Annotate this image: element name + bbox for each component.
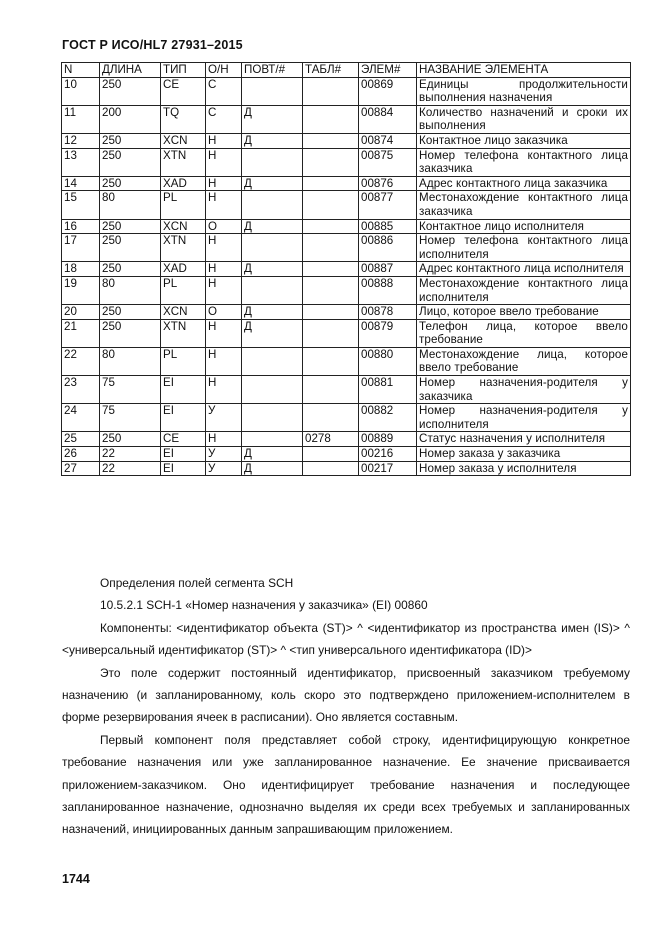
table-cell: Контактное лицо исполнителя xyxy=(417,219,631,234)
table-cell: 20 xyxy=(62,305,100,320)
table-cell xyxy=(303,319,359,347)
table-cell xyxy=(303,105,359,133)
table-cell: Местонахождение контактного лица заказчика xyxy=(417,191,631,219)
table-row xyxy=(62,77,631,105)
table-cell: Н xyxy=(206,319,242,347)
table-cell: CE xyxy=(161,77,206,105)
table-cell: 250 xyxy=(100,305,161,320)
column-header: ТИП xyxy=(161,63,206,78)
table-cell: 16 xyxy=(62,219,100,234)
page-number: 1744 xyxy=(62,872,90,886)
table-cell: 10 xyxy=(62,77,100,105)
table-cell: 00880 xyxy=(359,347,417,375)
table-cell: 24 xyxy=(62,404,100,432)
table-cell: 00874 xyxy=(359,133,417,148)
column-header: ПОВТ/# xyxy=(242,63,303,78)
table-cell: О xyxy=(206,305,242,320)
components-paragraph: Компоненты: <идентификатор объекта (ST)> ^ <идентификатор из пространства имен (IS)> ^ <универсальный идентификатор (ST)> ^ <тип универсального идентификатора (ID)> xyxy=(62,620,630,658)
table-cell: С xyxy=(206,105,242,133)
table-cell: Н xyxy=(206,276,242,304)
table-cell xyxy=(303,305,359,320)
document-header: ГОСТ Р ИСО/HL7 27931–2015 xyxy=(62,38,243,52)
table-row xyxy=(62,133,631,148)
table-cell: Д xyxy=(242,133,303,148)
table-cell: Н xyxy=(206,176,242,191)
table-cell: 11 xyxy=(62,105,100,133)
table-cell: XTN xyxy=(161,148,206,176)
table-cell: 00879 xyxy=(359,319,417,347)
table-cell: TQ xyxy=(161,105,206,133)
table-row xyxy=(62,234,631,262)
table-cell: 00887 xyxy=(359,262,417,277)
table-cell: XAD xyxy=(161,176,206,191)
table-cell: Н xyxy=(206,148,242,176)
table-cell: 80 xyxy=(100,276,161,304)
table-cell: EI xyxy=(161,404,206,432)
table-cell: Номер телефона контактного лица исполнителя xyxy=(417,234,631,262)
table-cell xyxy=(303,347,359,375)
table-cell: 75 xyxy=(100,404,161,432)
table-cell: Местонахождение лица, которое ввело требование xyxy=(417,347,631,375)
table-cell: 00882 xyxy=(359,404,417,432)
table-row xyxy=(62,319,631,347)
table-cell: 75 xyxy=(100,376,161,404)
table-cell: 250 xyxy=(100,234,161,262)
table-cell: 0278 xyxy=(303,432,359,447)
column-header: ДЛИНА xyxy=(100,63,161,78)
table-cell: 18 xyxy=(62,262,100,277)
table-row xyxy=(62,404,631,432)
table-cell: 250 xyxy=(100,77,161,105)
table-row xyxy=(62,148,631,176)
table-cell: 200 xyxy=(100,105,161,133)
table-cell: У xyxy=(206,461,242,476)
table-cell xyxy=(242,347,303,375)
table-cell xyxy=(303,133,359,148)
table-cell: Н xyxy=(206,262,242,277)
table-cell: 23 xyxy=(62,376,100,404)
table-cell: 00886 xyxy=(359,234,417,262)
column-header: ЭЛЕМ# xyxy=(359,63,417,78)
table-row xyxy=(62,347,631,375)
table-row xyxy=(62,105,631,133)
table-cell: EI xyxy=(161,376,206,404)
table-row xyxy=(62,432,631,447)
table-row xyxy=(62,376,631,404)
table-cell xyxy=(242,191,303,219)
table-row xyxy=(62,191,631,219)
table-cell: Статус назначения у исполнителя xyxy=(417,432,631,447)
section-title: Определения полей сегмента SCH xyxy=(100,576,294,590)
table-cell: Д xyxy=(242,319,303,347)
table-cell: Д xyxy=(242,219,303,234)
table-cell: 00888 xyxy=(359,276,417,304)
table-cell: 00885 xyxy=(359,219,417,234)
table-cell: 00217 xyxy=(359,461,417,476)
table-cell xyxy=(303,404,359,432)
table-cell: Местонахождение контактного лица исполнителя xyxy=(417,276,631,304)
table-cell xyxy=(242,234,303,262)
table-cell: С xyxy=(206,77,242,105)
table-cell xyxy=(303,176,359,191)
table-cell: EI xyxy=(161,461,206,476)
table-cell: 80 xyxy=(100,191,161,219)
table-cell xyxy=(303,376,359,404)
table-cell: 00869 xyxy=(359,77,417,105)
table-cell: Н xyxy=(206,432,242,447)
table-cell: 250 xyxy=(100,133,161,148)
table-cell: Д xyxy=(242,176,303,191)
column-header: ТАБЛ# xyxy=(303,63,359,78)
table-cell: Д xyxy=(242,447,303,462)
segment-fields-table xyxy=(61,62,631,476)
table-cell: Н xyxy=(206,376,242,404)
table-cell: 00884 xyxy=(359,105,417,133)
table-row xyxy=(62,461,631,476)
table-cell: У xyxy=(206,404,242,432)
table-cell: 12 xyxy=(62,133,100,148)
table-cell: 19 xyxy=(62,276,100,304)
table-cell: PL xyxy=(161,347,206,375)
table-cell: 00878 xyxy=(359,305,417,320)
column-header: N xyxy=(62,63,100,78)
table-cell xyxy=(242,404,303,432)
table-cell: 22 xyxy=(62,347,100,375)
table-cell: 00876 xyxy=(359,176,417,191)
table-row xyxy=(62,276,631,304)
table-cell: Контактное лицо заказчика xyxy=(417,133,631,148)
table-cell: Номер заказа у исполнителя xyxy=(417,461,631,476)
table-cell: PL xyxy=(161,276,206,304)
table-cell xyxy=(303,234,359,262)
table-row xyxy=(62,447,631,462)
table-cell: EI xyxy=(161,447,206,462)
table-row xyxy=(62,176,631,191)
table-cell: 00216 xyxy=(359,447,417,462)
table-cell: Номер назначения-родителя у исполнителя xyxy=(417,404,631,432)
table-cell: Лицо, которое ввело требование xyxy=(417,305,631,320)
table-cell xyxy=(303,148,359,176)
table-cell: Телефон лица, которое ввело требование xyxy=(417,319,631,347)
table-cell: 00875 xyxy=(359,148,417,176)
table-cell: Количество назначений и сроки их выполнения xyxy=(417,105,631,133)
column-header: О/Н xyxy=(206,63,242,78)
body-text xyxy=(62,572,630,841)
table-cell: Н xyxy=(206,347,242,375)
paragraph: Это поле содержит постоянный идентификатор, присвоенный заказчиком требуемому назначению (и запланированному, коль скоро это подтверждено приложением-исполнителем в форме резервирования ячеек в расписании). Оно является составным. xyxy=(62,665,630,725)
table-cell: Д xyxy=(242,105,303,133)
table-cell xyxy=(242,376,303,404)
table-cell: Номер назначения-родителя у заказчика xyxy=(417,376,631,404)
table-cell: 22 xyxy=(100,447,161,462)
table-cell: О xyxy=(206,219,242,234)
table-cell: 26 xyxy=(62,447,100,462)
subsection-heading: 10.5.2.1 SCH-1 «Номер назначения у заказчика» (EI) 00860 xyxy=(100,598,428,613)
table-cell: 27 xyxy=(62,461,100,476)
table-cell: Д xyxy=(242,305,303,320)
table-cell: XTN xyxy=(161,234,206,262)
table-cell: 250 xyxy=(100,176,161,191)
column-header: НАЗВАНИЕ ЭЛЕМЕНТА xyxy=(417,63,631,78)
table-cell: Единицы продолжительности выполнения назначения xyxy=(417,77,631,105)
table-cell xyxy=(242,432,303,447)
table-cell: Адрес контактного лица исполнителя xyxy=(417,262,631,277)
table-cell xyxy=(242,276,303,304)
table-cell: PL xyxy=(161,191,206,219)
table-cell: CE xyxy=(161,432,206,447)
table-cell: У xyxy=(206,447,242,462)
table-cell xyxy=(303,276,359,304)
table-cell xyxy=(303,219,359,234)
table-cell: Д xyxy=(242,262,303,277)
table-cell: 14 xyxy=(62,176,100,191)
table-cell: 80 xyxy=(100,347,161,375)
table-cell: 00877 xyxy=(359,191,417,219)
table-cell: 17 xyxy=(62,234,100,262)
table-cell: 21 xyxy=(62,319,100,347)
table-body xyxy=(62,77,631,476)
table-row xyxy=(62,305,631,320)
table-cell: Д xyxy=(242,461,303,476)
table-cell: Номер заказа у заказчика xyxy=(417,447,631,462)
table-cell: Н xyxy=(206,133,242,148)
table-cell: 13 xyxy=(62,148,100,176)
table-cell: Н xyxy=(206,234,242,262)
table-cell: XTN xyxy=(161,319,206,347)
table-cell: XCN xyxy=(161,305,206,320)
table-header-row xyxy=(62,63,631,78)
table-cell xyxy=(242,77,303,105)
table-cell: 25 xyxy=(62,432,100,447)
table-cell: Адрес контактного лица заказчика xyxy=(417,176,631,191)
table-cell xyxy=(303,191,359,219)
table-cell: 00889 xyxy=(359,432,417,447)
table-cell xyxy=(242,148,303,176)
table-cell xyxy=(303,77,359,105)
table-cell: Номер телефона контактного лица заказчика xyxy=(417,148,631,176)
table-cell: XAD xyxy=(161,262,206,277)
table-row xyxy=(62,262,631,277)
table-cell xyxy=(303,262,359,277)
paragraph: Первый компонент поля представляет собой строку, идентифицирующую конкретное требование назначения или уже запланированное назначение. Ее значение присваивается приложением-заказчиком. Оно идентифицирует требование назначения и последующее запланированное назначение, однозначно выделяя их среди всех требуемых и запланированных назначений, инициированных данным запрашивающим приложением. xyxy=(62,732,630,837)
table-cell: 22 xyxy=(100,461,161,476)
table-cell xyxy=(303,461,359,476)
table-cell: 250 xyxy=(100,219,161,234)
table-cell: 250 xyxy=(100,148,161,176)
table-cell xyxy=(303,447,359,462)
table-cell: 15 xyxy=(62,191,100,219)
table-cell: 00881 xyxy=(359,376,417,404)
table-cell: 250 xyxy=(100,319,161,347)
table-cell: 250 xyxy=(100,262,161,277)
table-row xyxy=(62,219,631,234)
table-cell: Н xyxy=(206,191,242,219)
table-cell: XCN xyxy=(161,133,206,148)
table-cell: 250 xyxy=(100,432,161,447)
table-cell: XCN xyxy=(161,219,206,234)
